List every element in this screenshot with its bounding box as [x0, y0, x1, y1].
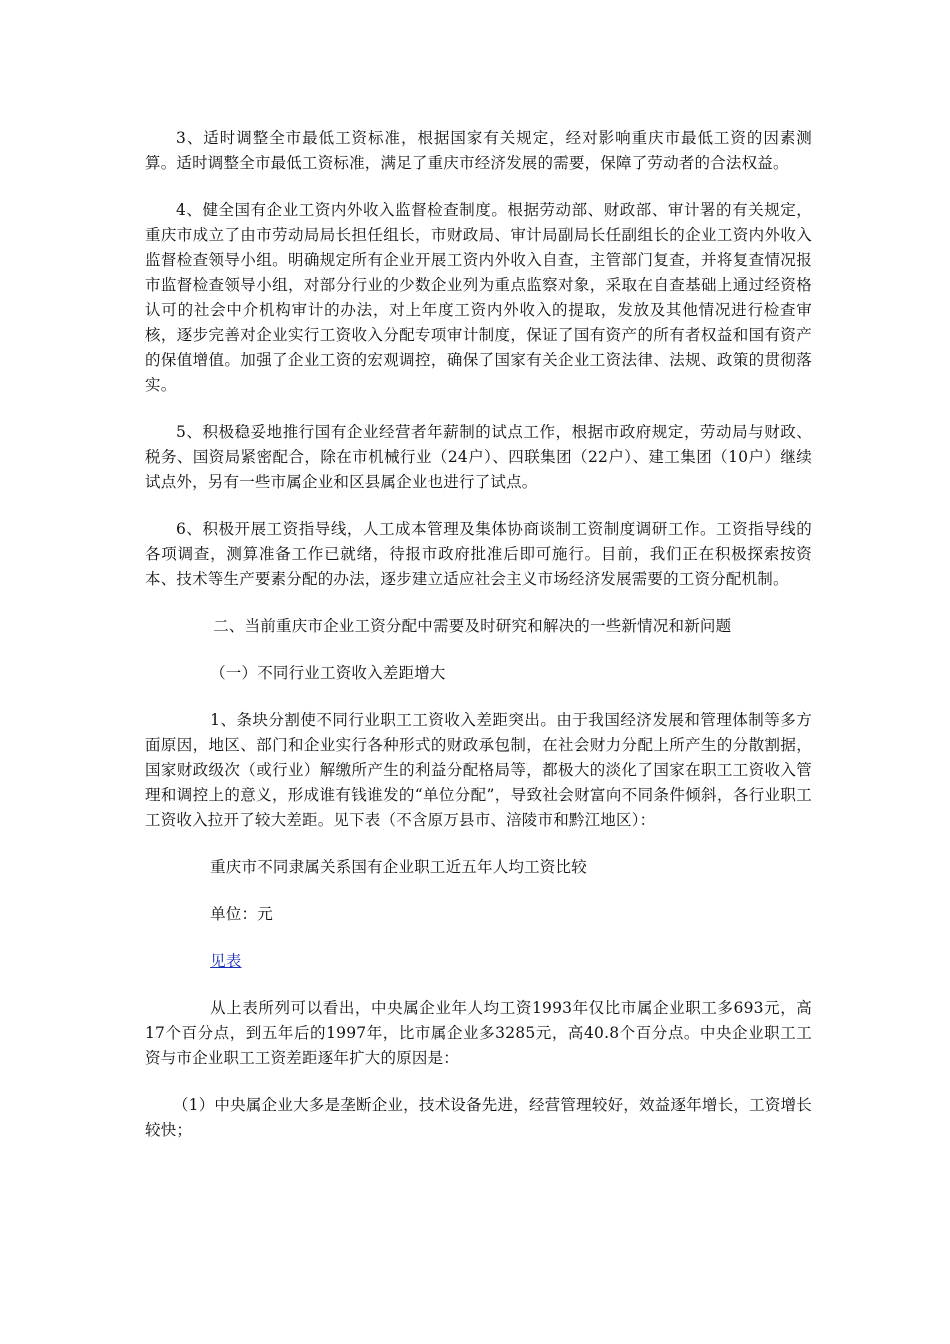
paragraph-income-supervision: 4、健全国有企业工资内外收入监督检查制度。根据劳动部、财政部、审计署的有关规定，重庆市成立了由市劳动局局长担任组长，市财政局、审计局副局长任副组长的企业工资内外收入监督检查领导小组。明确规定所有企业开展工资内外收入自查，主管部门复查，并将复查情况报市监督检查领导小组，对部分行业的少数企业列为重点监察对象，采取在自查基础上通过经资格认可的社会中介机构审计的办法，对上年度工资内外收入的提取，发放及其他情况进行检查审核，逐步完善对企业实行工资收入分配专项审计制度，保证了国有资产的所有者权益和国有资产的保值增值。加强了企业工资的宏观调控，确保了国家有关企业工资法律、法规、政策的贯彻落实。 — [145, 201, 812, 394]
paragraph-table-analysis: 从上表所列可以看出，中央属企业年人均工资1993年仅比市属企业职工多693元，高17个百分点，到五年后的1997年，比市属企业多3285元，高40.8个百分点。中央企业职工工资与市企业职工工资差距逐年扩大的原因是： — [145, 999, 812, 1067]
document-body — [145, 126, 812, 1143]
paragraph-wage-guideline: 6、积极开展工资指导线，人工成本管理及集体协商谈制工资制度调研工作。工资指导线的各项调查，测算准备工作已就绪，待报市政府批准后即可施行。目前，我们正在积极探索按资本、技术等生产要素分配的办法，逐步建立适应社会主义市场经济发展需要的工资分配机制。 — [145, 520, 812, 588]
see-table-link[interactable]: 见表 — [210, 952, 242, 970]
subsection-heading: （一）不同行业工资收入差距增大 — [210, 664, 446, 682]
paragraph-annual-salary-pilot: 5、积极稳妥地推行国有企业经营者年薪制的试点工作，根据市政府规定，劳动局与财政、税务、国资局紧密配合，除在市机械行业（24户）、四联集团（22户）、建工集团（10户）继续试点外，另有一些市属企业和区县属企业也进行了试点。 — [145, 423, 812, 491]
paragraph-reason-1: （1）中央属企业大多是垄断企业，技术设备先进，经营管理较好，效益逐年增长，工资增长较快； — [145, 1096, 812, 1139]
see-table-line — [145, 949, 812, 974]
paragraph-industry-gap: 1、条块分割使不同行业职工工资收入差距突出。由于我国经济发展和管理体制等多方面原因，地区、部门和企业实行各种形式的财政承包制，在社会财力分配上所产生的分散割据，国家财政级次（或行业）解缴所产生的利益分配格局等，都极大的淡化了国家在职工工资收入管理和调控上的意义，形成谁有钱谁发的“单位分配”，导致社会财富向不同条件倾斜，各行业职工工资收入拉开了较大差距。见下表（不含原万县市、涪陵市和黔江地区）： — [145, 711, 812, 829]
table-caption: 重庆市不同隶属关系国有企业职工近五年人均工资比较 — [210, 858, 587, 876]
table-unit: 单位：元 — [210, 905, 273, 923]
section-heading: 二、当前重庆市企业工资分配中需要及时研究和解决的一些新情况和新问题 — [213, 617, 732, 635]
paragraph-minimum-wage: 3、适时调整全市最低工资标准，根据国家有关规定，经对影响重庆市最低工资的因素测算。适时调整全市最低工资标准，满足了重庆市经济发展的需要，保障了劳动者的合法权益。 — [145, 129, 812, 172]
